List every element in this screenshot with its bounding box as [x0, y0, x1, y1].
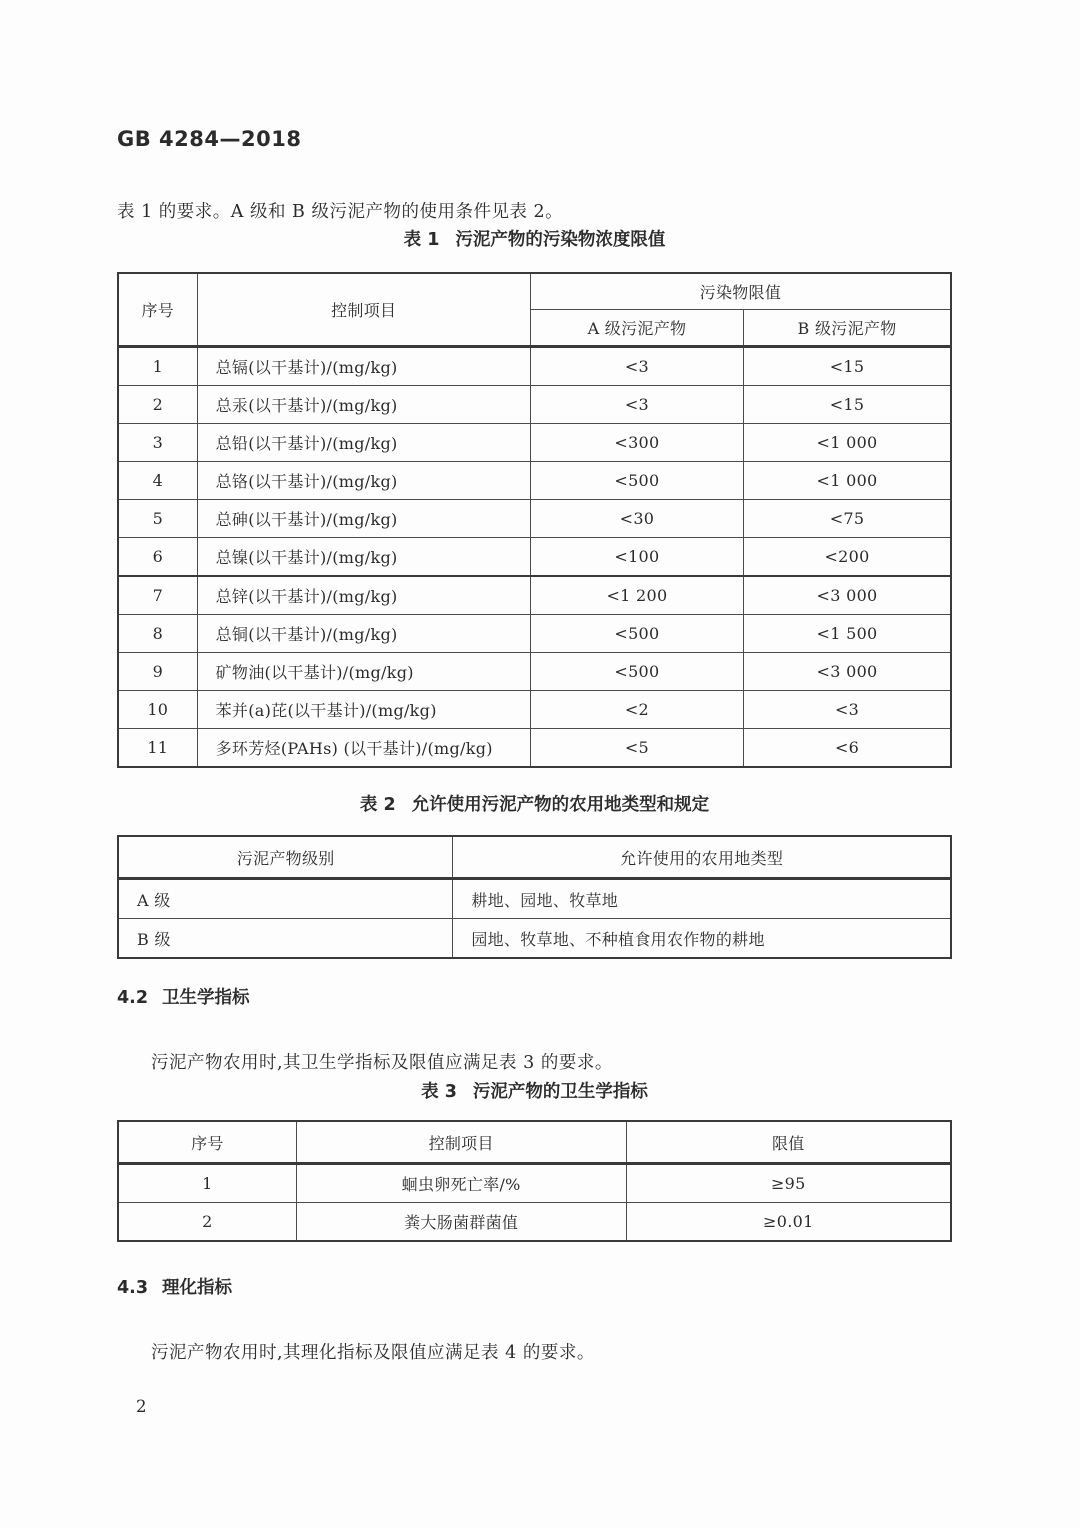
standard-number: GB 4284—2018: [117, 127, 302, 151]
table-cell: 多环芳烃(PAHs) (以干基计)/(mg/kg): [197, 729, 530, 768]
section-title: 理化指标: [162, 1278, 233, 1298]
table-cell: <3: [744, 691, 951, 729]
column-header-index: 序号: [118, 1121, 296, 1164]
table-cell: 粪大肠菌群菌值: [296, 1203, 626, 1242]
table-cell: 总铬(以干基计)/(mg/kg): [197, 462, 530, 500]
section-title: 卫生学指标: [162, 988, 250, 1008]
table-cell: <500: [530, 615, 743, 653]
table-cell: <1 200: [530, 576, 743, 615]
section-heading-4-3: [117, 1274, 232, 1299]
column-header-grade-a: A 级污泥产物: [530, 310, 743, 347]
table-cell: <5: [530, 729, 743, 768]
table-cell: <75: [744, 500, 951, 538]
table-row: [118, 538, 951, 577]
table2-caption-label: 表 2: [359, 795, 396, 815]
table2-land-types: [117, 835, 952, 959]
table2-caption: [117, 791, 952, 816]
table-cell: A 级: [118, 879, 453, 919]
table-cell: <3 000: [744, 576, 951, 615]
table-cell: 4: [118, 462, 197, 500]
table-cell: 9: [118, 653, 197, 691]
table3-caption: [117, 1078, 952, 1103]
table-cell: 10: [118, 691, 197, 729]
table-header-row: [118, 836, 951, 879]
section-number: 4.2: [117, 988, 149, 1008]
table-row: [118, 919, 951, 959]
table-row: [118, 879, 951, 919]
table1-caption-label: 表 1: [403, 230, 440, 250]
table-cell: <1 500: [744, 615, 951, 653]
table-row: [118, 729, 951, 768]
table-cell: 苯并(a)芘(以干基计)/(mg/kg): [197, 691, 530, 729]
table-cell: <3: [530, 386, 743, 424]
table-cell: <2: [530, 691, 743, 729]
column-header-grade: 污泥产物级别: [118, 836, 453, 879]
column-header-index: 序号: [118, 273, 197, 347]
column-header-limit: 限值: [626, 1121, 951, 1164]
table-cell: 2: [118, 386, 197, 424]
table-cell: 总铅(以干基计)/(mg/kg): [197, 424, 530, 462]
table-cell: 总镉(以干基计)/(mg/kg): [197, 347, 530, 386]
table-cell: 8: [118, 615, 197, 653]
table3-hygiene-indicators: [117, 1120, 952, 1242]
table-cell: 总铜(以干基计)/(mg/kg): [197, 615, 530, 653]
table-cell: <3: [530, 347, 743, 386]
table-cell: <100: [530, 538, 743, 577]
section-4-3-paragraph: 污泥产物农用时,其理化指标及限值应满足表 4 的要求。: [151, 1342, 595, 1363]
table-cell: 11: [118, 729, 197, 768]
table-row: [118, 347, 951, 386]
table-row: [118, 691, 951, 729]
column-header-grade-b: B 级污泥产物: [744, 310, 951, 347]
table-row: [118, 653, 951, 691]
table-cell: 2: [118, 1203, 296, 1242]
table-cell: 总锌(以干基计)/(mg/kg): [197, 576, 530, 615]
table-cell: 总砷(以干基计)/(mg/kg): [197, 500, 530, 538]
table-cell: <15: [744, 386, 951, 424]
table-cell: 5: [118, 500, 197, 538]
table-row: [118, 1164, 951, 1203]
table-cell: <200: [744, 538, 951, 577]
table-row: [118, 500, 951, 538]
section-4-2-paragraph: 污泥产物农用时,其卫生学指标及限值应满足表 3 的要求。: [151, 1052, 613, 1073]
table-cell: 1: [118, 1164, 296, 1203]
table-cell: <1 000: [744, 424, 951, 462]
table1-caption-text: 污泥产物的污染物浓度限值: [455, 230, 666, 250]
table-row: [118, 1203, 951, 1242]
table-cell: <1 000: [744, 462, 951, 500]
table-cell: 蛔虫卵死亡率/%: [296, 1164, 626, 1203]
section-number: 4.3: [117, 1278, 149, 1298]
table1-caption: [117, 226, 952, 251]
table-cell: <30: [530, 500, 743, 538]
table-cell: 1: [118, 347, 197, 386]
table-row: [118, 576, 951, 615]
column-header-item: 控制项目: [296, 1121, 626, 1164]
table-cell: 6: [118, 538, 197, 577]
table-cell: 7: [118, 576, 197, 615]
table2-caption-text: 允许使用污泥产物的农用地类型和规定: [411, 795, 710, 815]
table-row: [118, 462, 951, 500]
table-header-row: [118, 273, 951, 310]
table-cell: 3: [118, 424, 197, 462]
table-row: [118, 424, 951, 462]
table-cell: <6: [744, 729, 951, 768]
table-cell: ≥95: [626, 1164, 951, 1203]
table-cell: ≥0.01: [626, 1203, 951, 1242]
table-row: [118, 615, 951, 653]
table1-pollutant-limits: [117, 272, 952, 768]
table-row: [118, 386, 951, 424]
column-header-limit-group: 污染物限值: [530, 273, 951, 310]
table-cell: <500: [530, 653, 743, 691]
table-cell: 园地、牧草地、不种植食用农作物的耕地: [453, 919, 951, 959]
table-cell: 矿物油(以干基计)/(mg/kg): [197, 653, 530, 691]
table-cell: <500: [530, 462, 743, 500]
table3-caption-label: 表 3: [421, 1082, 457, 1102]
table-cell: B 级: [118, 919, 453, 959]
table-cell: <300: [530, 424, 743, 462]
table-cell: 耕地、园地、牧草地: [453, 879, 951, 919]
section-heading-4-2: [117, 984, 250, 1009]
column-header-land: 允许使用的农用地类型: [453, 836, 951, 879]
table-cell: 总汞(以干基计)/(mg/kg): [197, 386, 530, 424]
table-cell: 总镍(以干基计)/(mg/kg): [197, 538, 530, 577]
column-header-item: 控制项目: [197, 273, 530, 347]
intro-paragraph: 表 1 的要求。A 级和 B 级污泥产物的使用条件见表 2。: [117, 201, 564, 222]
table3-caption-text: 污泥产物的卫生学指标: [472, 1082, 648, 1102]
table-cell: <3 000: [744, 653, 951, 691]
table-cell: <15: [744, 347, 951, 386]
table-header-row: [118, 1121, 951, 1164]
page-number: 2: [136, 1397, 147, 1416]
